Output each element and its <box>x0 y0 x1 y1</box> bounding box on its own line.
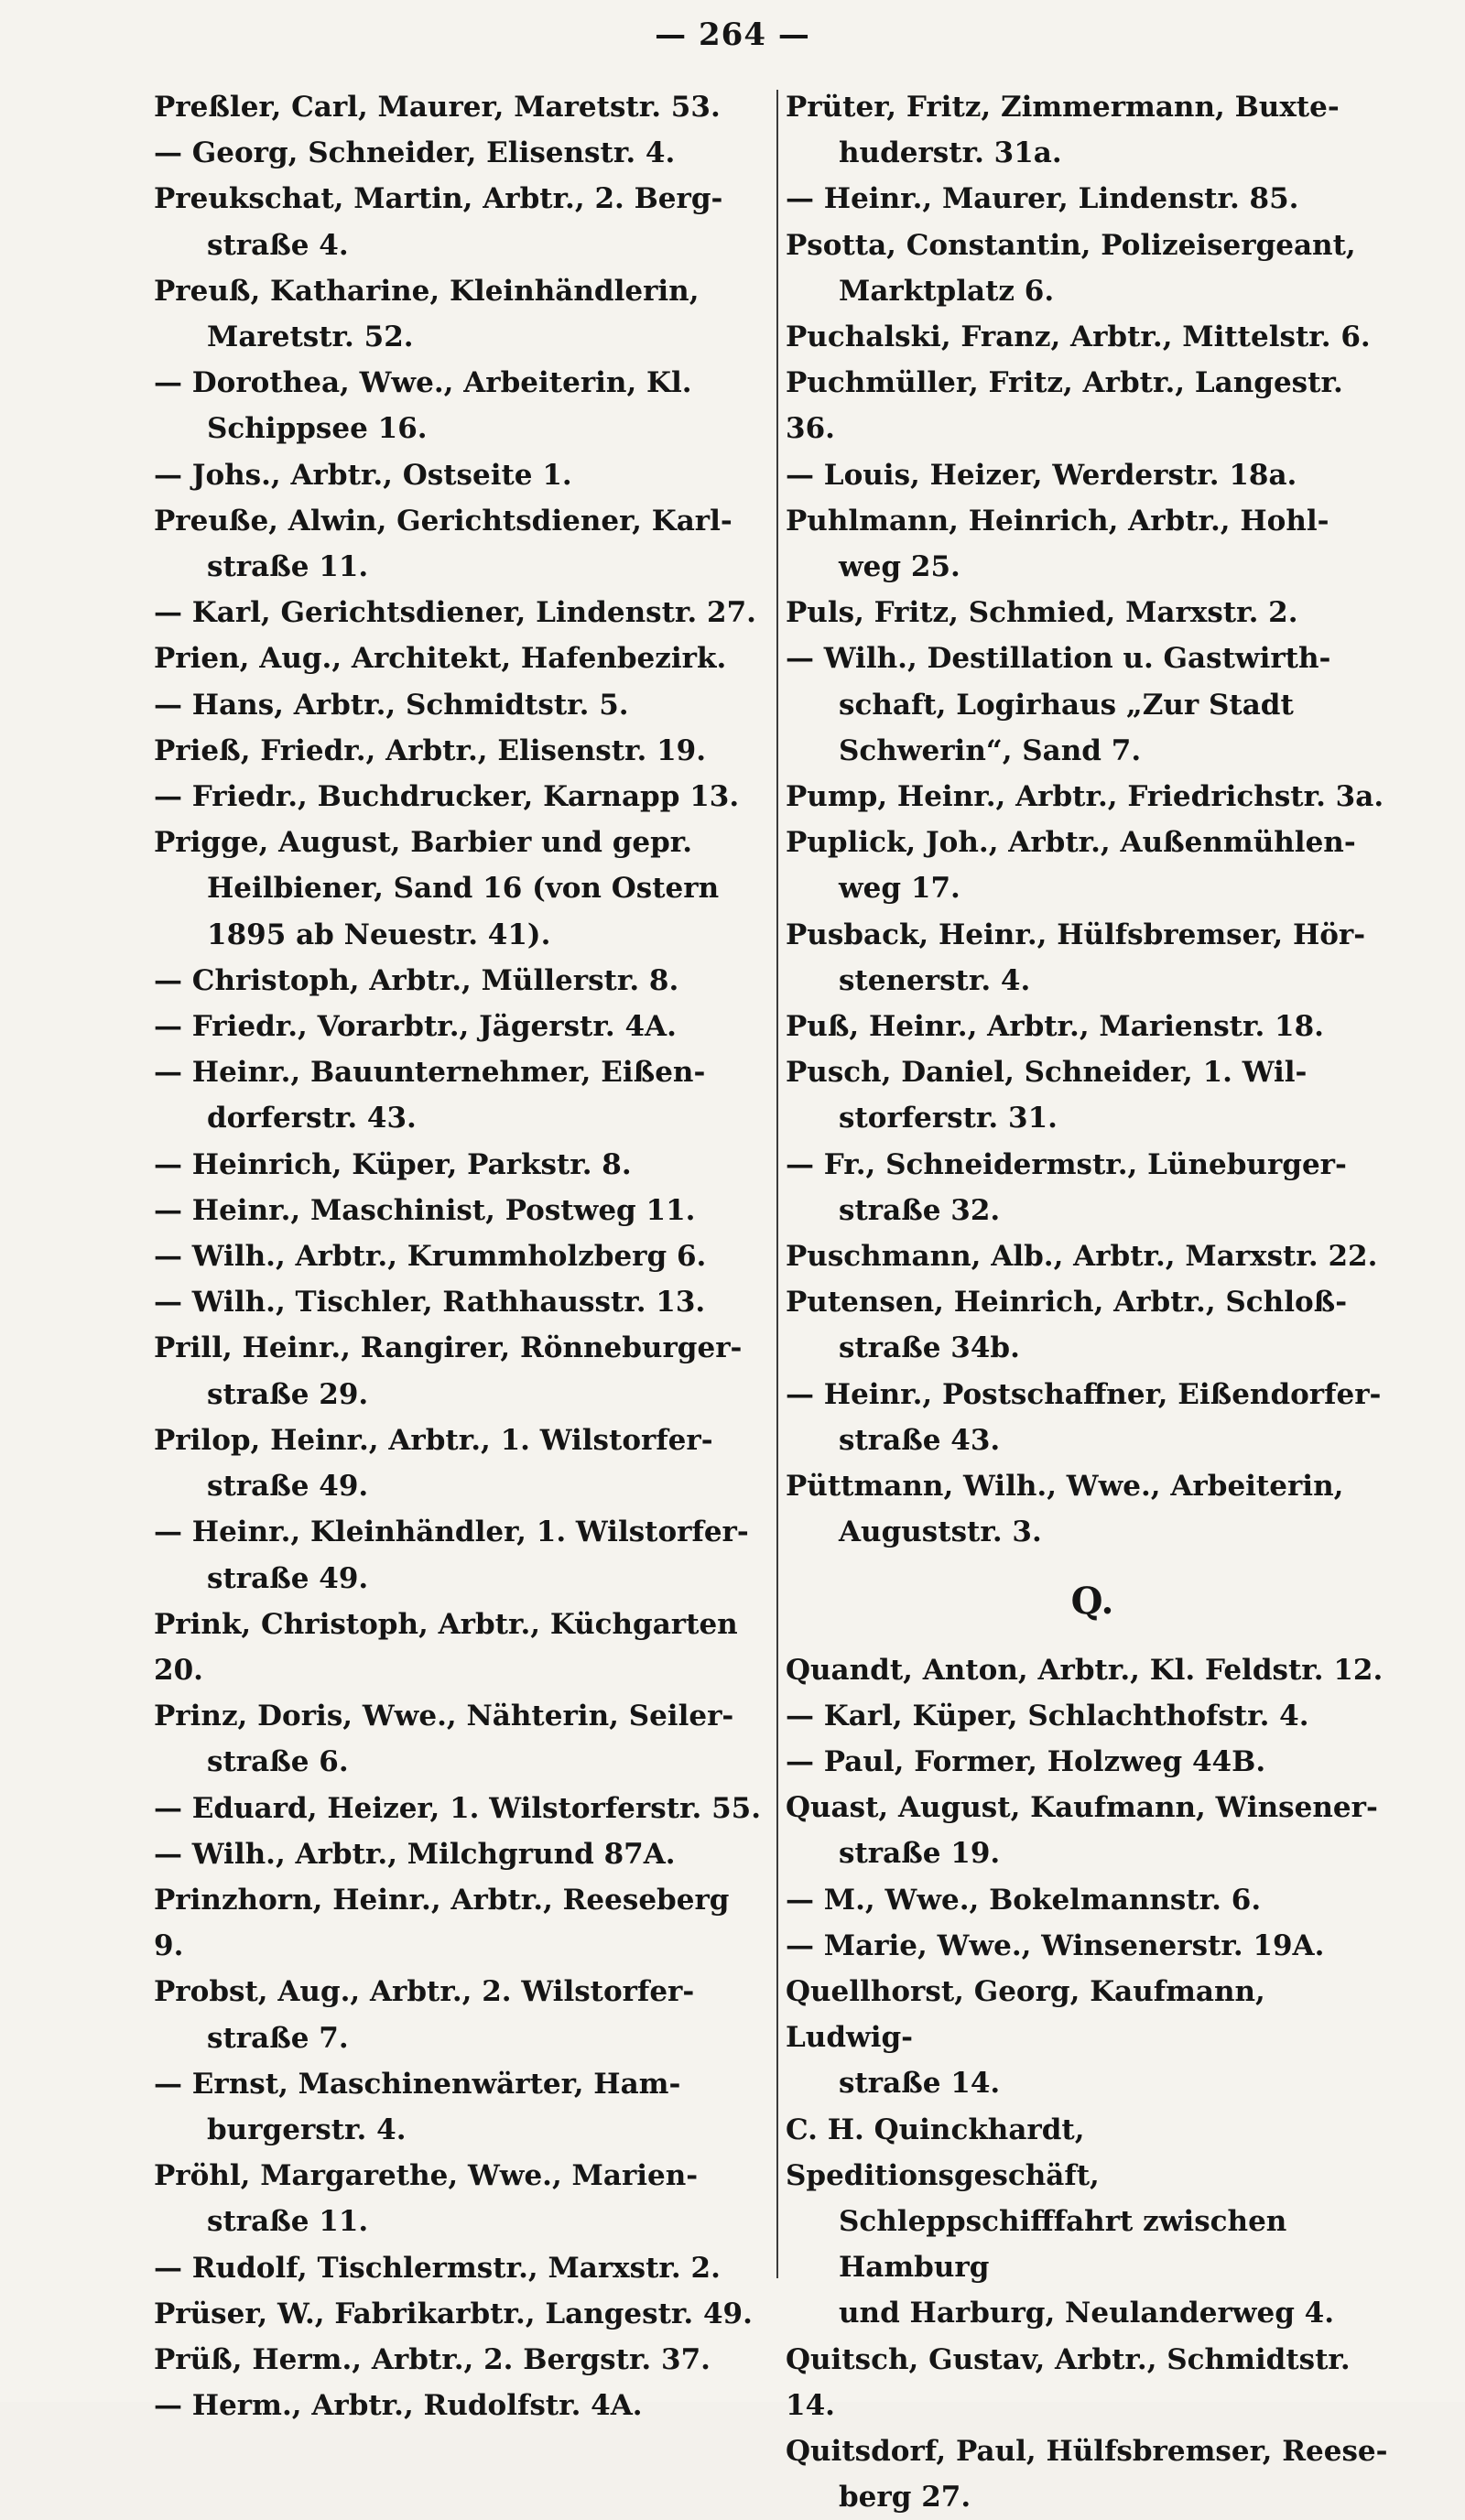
directory-entry <box>786 452 1399 498</box>
entry-continuation: dorferstr. 43. <box>154 1095 767 1141</box>
directory-entry <box>786 1647 1399 1693</box>
entry-continuation: straße 29. <box>154 1372 767 1418</box>
entry-line: — Heinr., Maurer, Lindenstr. 85. <box>786 182 1298 215</box>
directory-entry <box>786 820 1399 911</box>
entry-line: Prüß, Herm., Arbtr., 2. Bergstr. 37. <box>154 2343 711 2376</box>
directory-entry <box>786 1279 1399 1371</box>
directory-entry <box>786 2107 1399 2337</box>
directory-entry <box>786 1923 1399 1969</box>
entry-line: — Friedr., Vorarbtr., Jägerstr. 4A. <box>154 1010 677 1043</box>
entry-continuation: schaft, Logirhaus „Zur Stadt <box>786 682 1399 728</box>
entry-line: Preukschat, Martin, Arbtr., 2. Berg- <box>154 182 722 215</box>
entry-line: — Paul, Former, Holzweg 44B. <box>786 1745 1265 1778</box>
entry-continuation: huderstr. 31a. <box>786 130 1399 176</box>
entry-continuation: straße 19. <box>786 1830 1399 1876</box>
column-divider <box>776 90 778 2278</box>
entry-line: Preuße, Alwin, Gerichtsdiener, Karl- <box>154 505 732 538</box>
entry-line: Prill, Heinr., Rangirer, Rönneburger- <box>154 1331 742 1364</box>
entry-continuation: weg 25. <box>786 544 1399 590</box>
directory-entry <box>786 2428 1399 2520</box>
entry-continuation: straße 32. <box>786 1188 1399 1233</box>
directory-entry <box>786 912 1399 1004</box>
directory-entry <box>154 820 767 958</box>
entry-line: Pröhl, Margarethe, Wwe., Marien- <box>154 2159 698 2192</box>
entry-line: — Christoph, Arbtr., Müllerstr. 8. <box>154 964 678 997</box>
entry-continuation: straße 7. <box>154 2015 767 2061</box>
directory-entry <box>786 1233 1399 1279</box>
entry-line: — Wilh., Tischler, Rathhausstr. 13. <box>154 1286 705 1319</box>
directory-entry <box>786 1693 1399 1739</box>
entry-line: Putensen, Heinrich, Arbtr., Schloß- <box>786 1286 1347 1319</box>
directory-entry <box>786 1785 1399 1876</box>
entry-continuation: straße 43. <box>786 1418 1399 1463</box>
directory-entry <box>154 1831 767 1877</box>
entry-line: — Eduard, Heizer, 1. Wilstorferstr. 55. <box>154 1792 761 1825</box>
entry-continuation: Maretstr. 52. <box>154 314 767 360</box>
section-letter-q: Q. <box>786 1556 1399 1647</box>
directory-entry <box>154 635 767 681</box>
directory-entry <box>154 682 767 728</box>
entry-line: Puhlmann, Heinrich, Arbtr., Hohl- <box>786 505 1329 538</box>
entry-line: — Georg, Schneider, Elisenstr. 4. <box>154 136 675 169</box>
directory-entry <box>786 2337 1399 2428</box>
entry-line: — Rudolf, Tischlermstr., Marxstr. 2. <box>154 2252 721 2285</box>
directory-entry <box>154 1418 767 1509</box>
entry-line: — Hans, Arbtr., Schmidtstr. 5. <box>154 689 629 722</box>
directory-entry <box>154 728 767 774</box>
entry-line: — Johs., Arbtr., Ostseite 1. <box>154 459 572 492</box>
entry-line: Puchmüller, Fritz, Arbtr., Langestr. 36. <box>786 366 1353 445</box>
entry-line: — Wilh., Arbtr., Krummholzberg 6. <box>154 1240 706 1273</box>
directory-entry <box>154 176 767 267</box>
entry-line: — Heinr., Maschinist, Postweg 11. <box>154 1194 695 1227</box>
entry-line: — M., Wwe., Bokelmannstr. 6. <box>786 1884 1261 1917</box>
directory-entry <box>154 498 767 590</box>
directory-entry <box>154 84 767 130</box>
entry-line: — Karl, Gerichtsdiener, Lindenstr. 27. <box>154 596 756 629</box>
entry-line: Prien, Aug., Architekt, Hafenbezirk. <box>154 642 726 675</box>
directory-entry <box>154 2153 767 2244</box>
directory-entry <box>786 498 1399 590</box>
directory-entry <box>786 1739 1399 1785</box>
directory-entry <box>786 223 1399 314</box>
entry-continuation: Marktplatz 6. <box>786 268 1399 314</box>
right-column <box>786 84 1399 2520</box>
entry-line: Pump, Heinr., Arbtr., Friedrichstr. 3a. <box>786 780 1384 813</box>
entry-line: Quitsdorf, Paul, Hülfsbremser, Reese- <box>786 2435 1388 2468</box>
entry-line: — Wilh., Arbtr., Milchgrund 87A. <box>154 1838 676 1871</box>
entry-line: — Dorothea, Wwe., Arbeiterin, Kl. <box>154 366 692 399</box>
entry-continuation: burgerstr. 4. <box>154 2107 767 2153</box>
directory-entry <box>786 635 1399 774</box>
directory-entry <box>786 1049 1399 1141</box>
directory-entry <box>154 2291 767 2337</box>
entry-line: Puß, Heinr., Arbtr., Marienstr. 18. <box>786 1010 1324 1043</box>
entry-line: — Karl, Küper, Schlachthofstr. 4. <box>786 1700 1309 1732</box>
entry-line: — Marie, Wwe., Winsenerstr. 19A. <box>786 1929 1324 1962</box>
entry-continuation: straße 6. <box>154 1739 767 1785</box>
entry-line: Puplick, Joh., Arbtr., Außenmühlen- <box>786 826 1356 859</box>
entry-line: Prieß, Friedr., Arbtr., Elisenstr. 19. <box>154 734 706 767</box>
directory-entry <box>154 1142 767 1188</box>
directory-entry <box>154 958 767 1004</box>
directory-entry <box>786 590 1399 635</box>
entry-continuation: straße 11. <box>154 2199 767 2244</box>
entry-continuation: Schleppschifffahrt zwischen Hamburg <box>786 2199 1399 2290</box>
entry-line: Probst, Aug., Arbtr., 2. Wilstorfer- <box>154 1975 694 2008</box>
entry-line: Prüter, Fritz, Zimmermann, Buxte- <box>786 91 1340 124</box>
entry-line: Quandt, Anton, Arbtr., Kl. Feldstr. 12. <box>786 1654 1383 1687</box>
entry-line: Quitsch, Gustav, Arbtr., Schmidtstr. 14. <box>786 2343 1361 2422</box>
entry-line: Quast, August, Kaufmann, Winsener- <box>786 1791 1378 1824</box>
directory-entry <box>786 1372 1399 1463</box>
directory-entry <box>786 84 1399 176</box>
entry-continuation: Schippsee 16. <box>154 406 767 451</box>
directory-entry <box>154 2061 767 2153</box>
directory-entry <box>154 1877 767 1969</box>
entry-line: Psotta, Constantin, Polizeisergeant, <box>786 229 1356 262</box>
entry-continuation: straße 34b. <box>786 1325 1399 1371</box>
entry-continuation: Auguststr. 3. <box>786 1509 1399 1555</box>
entry-line: Puls, Fritz, Schmied, Marxstr. 2. <box>786 596 1298 629</box>
directory-entry <box>154 2383 767 2428</box>
directory-entry <box>154 1786 767 1831</box>
entry-continuation: straße 49. <box>154 1556 767 1602</box>
entry-line: — Heinr., Kleinhändler, 1. Wilstorfer- <box>154 1515 749 1548</box>
entry-line: Prigge, August, Barbier und gepr. <box>154 826 692 859</box>
entry-line: — Fr., Schneidermstr., Lüneburger- <box>786 1148 1347 1181</box>
directory-entry <box>154 1049 767 1141</box>
entry-line: Prinzhorn, Heinr., Arbtr., Reeseberg 9. <box>154 1884 739 1962</box>
entry-line: Pusch, Daniel, Schneider, 1. Wil- <box>786 1056 1307 1089</box>
entry-continuation: Heilbiener, Sand 16 (von Ostern <box>154 865 767 911</box>
directory-entry <box>786 1004 1399 1049</box>
entry-line: — Louis, Heizer, Werderstr. 18a. <box>786 459 1297 492</box>
directory-entry <box>154 268 767 360</box>
entry-line: — Heinr., Postschaffner, Eißendorfer- <box>786 1378 1381 1411</box>
entry-line: Prink, Christoph, Arbtr., Küchgarten 20. <box>154 1608 748 1687</box>
entry-continuation: berg 27. <box>786 2474 1399 2520</box>
right-column-bottom-entries <box>786 1647 1399 2520</box>
entry-line: Quellhorst, Georg, Kaufmann, Ludwig- <box>786 1975 1275 2054</box>
entry-line: Prüser, W., Fabrikarbtr., Langestr. 49. <box>154 2297 753 2330</box>
page-number: — 264 — <box>0 16 1465 53</box>
directory-entry <box>786 774 1399 820</box>
entry-continuation: und Harburg, Neulanderweg 4. <box>786 2290 1399 2336</box>
entry-continuation: straße 14. <box>786 2060 1399 2106</box>
directory-entry <box>154 130 767 176</box>
directory-entry <box>154 1233 767 1279</box>
directory-entry <box>154 1509 767 1601</box>
entry-line: — Friedr., Buchdrucker, Karnapp 13. <box>154 780 739 813</box>
directory-entry <box>154 2245 767 2291</box>
entry-line: Prilop, Heinr., Arbtr., 1. Wilstorfer- <box>154 1424 713 1457</box>
directory-entry <box>154 774 767 820</box>
entry-line: Puschmann, Alb., Arbtr., Marxstr. 22. <box>786 1240 1377 1273</box>
directory-entry <box>154 452 767 498</box>
left-column <box>154 84 767 2428</box>
directory-entry <box>154 1279 767 1325</box>
directory-entry <box>786 314 1399 360</box>
entry-continuation: straße 4. <box>154 223 767 268</box>
directory-entry <box>154 1602 767 1693</box>
entry-continuation: straße 49. <box>154 1463 767 1509</box>
entry-line: Preßler, Carl, Maurer, Maretstr. 53. <box>154 91 721 124</box>
directory-entry <box>786 1463 1399 1555</box>
directory-entry <box>154 590 767 635</box>
entry-continuation: straße 11. <box>154 544 767 590</box>
entry-line: — Wilh., Destillation u. Gastwirth- <box>786 642 1330 675</box>
directory-entry <box>786 1142 1399 1233</box>
entry-continuation: stenerstr. 4. <box>786 958 1399 1004</box>
directory-entry <box>786 1877 1399 1923</box>
entry-line: Püttmann, Wilh., Wwe., Arbeiterin, <box>786 1470 1343 1503</box>
entry-line: Prinz, Doris, Wwe., Nähterin, Seiler- <box>154 1700 733 1732</box>
entry-line: C. H. Quinckhardt, Speditionsgeschäft, <box>786 2113 1100 2192</box>
entry-line: — Heinrich, Küper, Parkstr. 8. <box>154 1148 632 1181</box>
directory-entry <box>154 1693 767 1785</box>
directory-entry <box>786 360 1399 451</box>
directory-entry <box>154 1188 767 1233</box>
entry-line: Pusback, Heinr., Hülfsbremser, Hör- <box>786 918 1365 951</box>
entry-continuation: weg 17. <box>786 865 1399 911</box>
directory-entry <box>154 2337 767 2383</box>
directory-entry <box>154 1969 767 2060</box>
entry-continuation: storferstr. 31. <box>786 1095 1399 1141</box>
entry-line: — Herm., Arbtr., Rudolfstr. 4A. <box>154 2389 643 2422</box>
directory-entry <box>786 176 1399 222</box>
right-column-top-entries <box>786 84 1399 1556</box>
entry-continuation: Schwerin“, Sand 7. <box>786 728 1399 774</box>
entry-line: Preuß, Katharine, Kleinhändlerin, <box>154 275 700 308</box>
entry-continuation: 1895 ab Neuestr. 41). <box>154 912 767 958</box>
directory-entry <box>154 1004 767 1049</box>
directory-entry <box>154 1325 767 1417</box>
directory-entry <box>154 360 767 451</box>
entry-line: Puchalski, Franz, Arbtr., Mittelstr. 6. <box>786 320 1371 353</box>
entry-line: — Heinr., Bauunternehmer, Eißen- <box>154 1056 705 1089</box>
entry-line: — Ernst, Maschinenwärter, Ham- <box>154 2068 680 2101</box>
directory-entry <box>786 1969 1399 2107</box>
